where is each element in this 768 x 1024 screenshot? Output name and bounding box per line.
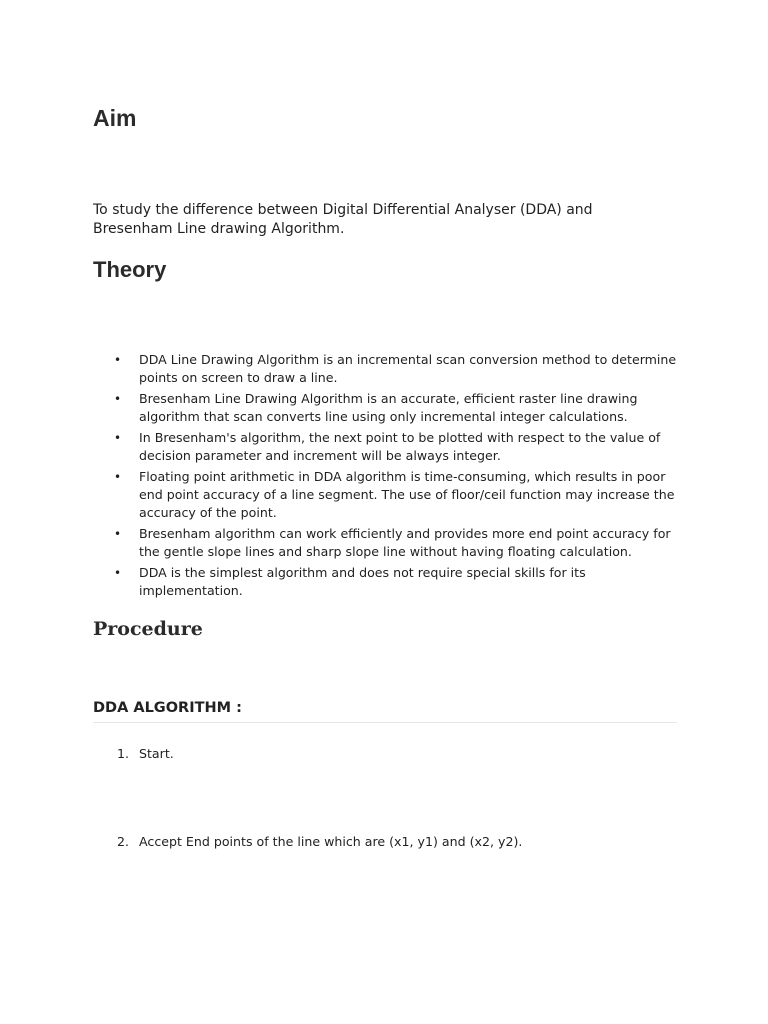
procedure-heading: Procedure xyxy=(93,618,203,640)
list-item xyxy=(93,468,677,522)
list-item xyxy=(93,564,677,600)
step-number: 2. xyxy=(117,834,130,849)
list-item-text: DDA Line Drawing Algorithm is an incremental scan conversion method to determine points on screen to draw a line. xyxy=(139,352,677,385)
bullet-icon: • xyxy=(114,470,122,484)
bullet-icon: • xyxy=(114,392,122,406)
list-item xyxy=(93,390,677,426)
step-text: Accept End points of the line which are (x1, y1) and (x2, y2). xyxy=(139,834,523,849)
step-item xyxy=(93,833,677,851)
bullet-icon: • xyxy=(114,431,122,445)
step-text: Start. xyxy=(139,746,174,761)
aim-heading: Aim xyxy=(93,105,137,131)
aim-text: To study the difference between Digital Differential Analyser (DDA) and Bresenham Line drawing Algorithm. xyxy=(93,202,593,237)
theory-list xyxy=(93,351,677,603)
bullet-icon: • xyxy=(114,566,122,580)
list-item-text: Bresenham Line Drawing Algorithm is an accurate, efficient raster line drawing algorithm that scan converts line using only incremental integer calculations. xyxy=(139,391,638,424)
list-item xyxy=(93,429,677,465)
steps-list xyxy=(93,745,677,763)
steps-list xyxy=(93,833,677,851)
list-item-text: DDA is the simplest algorithm and does not require special skills for its implementation. xyxy=(139,565,586,598)
theory-heading: Theory xyxy=(93,257,167,282)
step-item xyxy=(93,745,677,763)
list-item-text: Floating point arithmetic in DDA algorithm is time-consuming, which results in poor end point accuracy of a line segment. The use of floor/ceil function may increase the accuracy of the point. xyxy=(139,469,675,520)
step-number: 1. xyxy=(117,746,130,761)
list-item xyxy=(93,351,677,387)
bullet-icon: • xyxy=(114,527,122,541)
list-item-text: Bresenham algorithm can work efficiently and provides more end point accuracy for the gentle slope lines and sharp slope line without having floating calculation. xyxy=(139,526,671,559)
bullet-icon: • xyxy=(114,353,122,367)
dda-algorithm-subheading: DDA ALGORITHM : xyxy=(93,700,677,723)
list-item-text: In Bresenham's algorithm, the next point to be plotted with respect to the value of decision parameter and increment will be always integer. xyxy=(139,430,661,463)
list-item xyxy=(93,525,677,561)
